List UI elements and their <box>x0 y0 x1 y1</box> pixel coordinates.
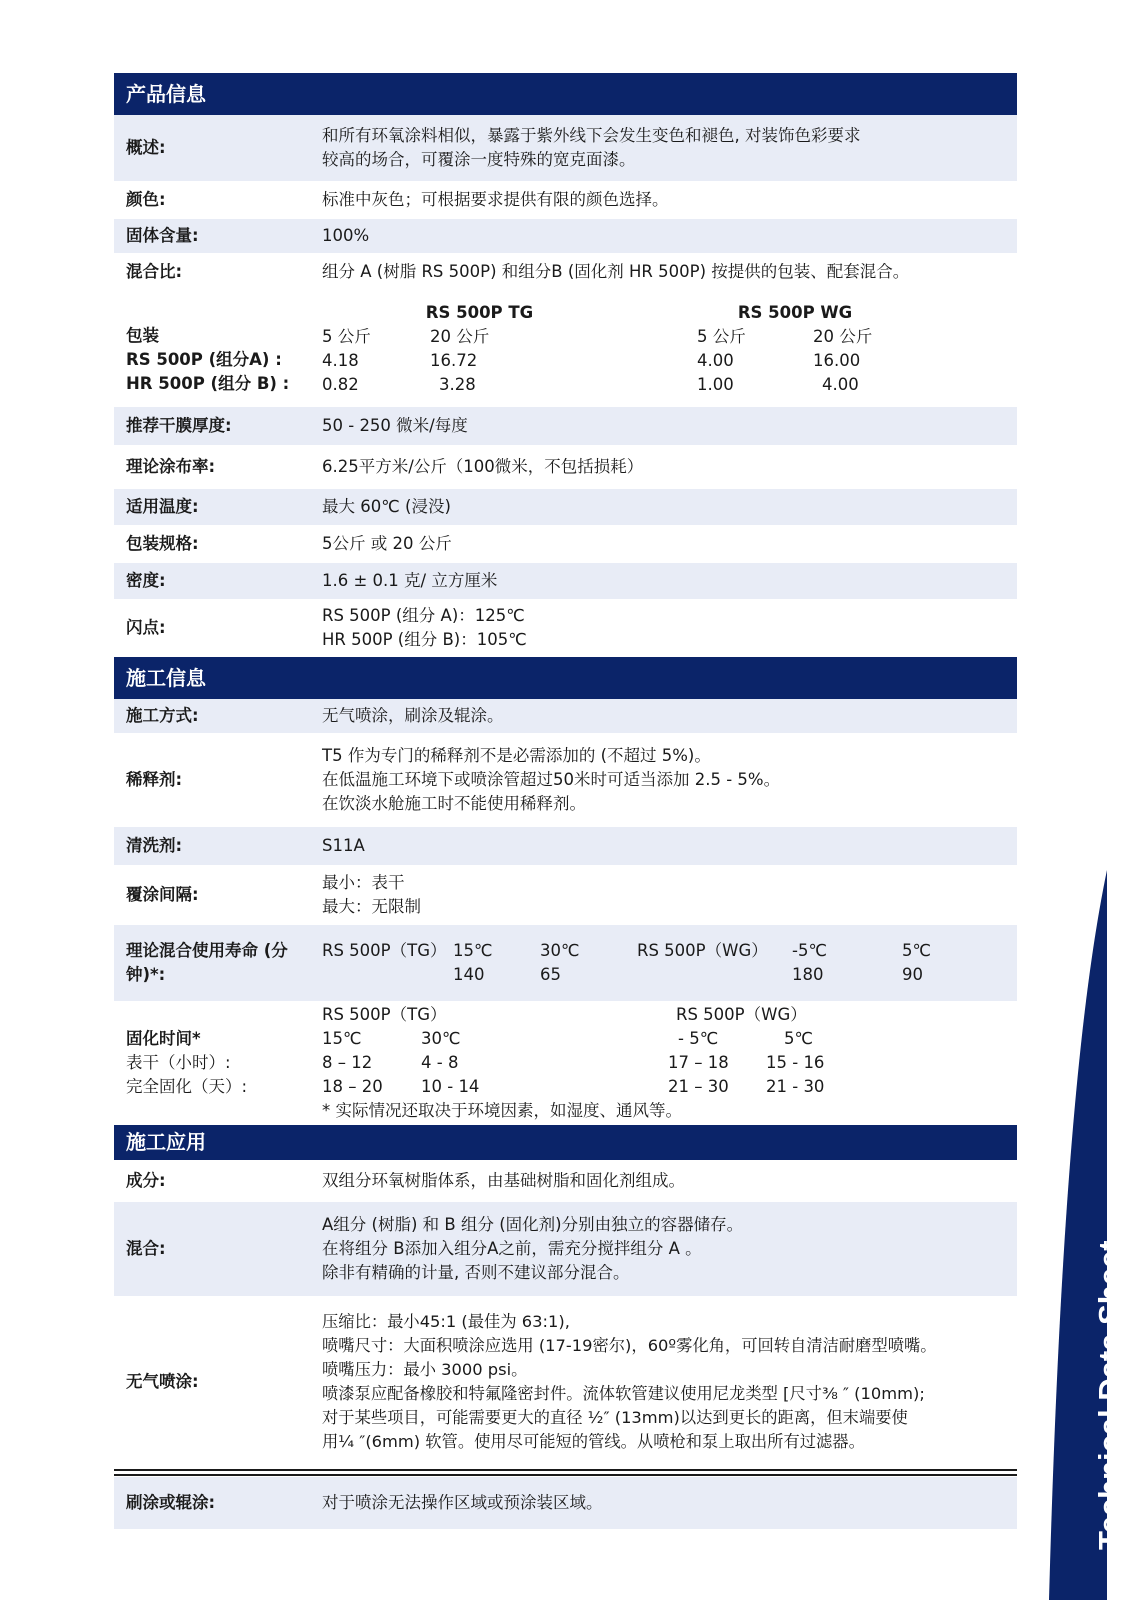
potlife-wg-name: RS 500P（WG） <box>637 941 768 960</box>
value-overview <box>322 124 1017 172</box>
cure-tg-temp: 15℃ <box>322 1029 362 1048</box>
row-pack-size <box>114 525 1017 563</box>
packaging-wg-title: RS 500P WG <box>737 303 853 322</box>
tg-size: 20 公斤 <box>430 327 490 346</box>
row-interval <box>114 865 1017 925</box>
row-method <box>114 699 1017 733</box>
value-mix-ratio: 组分 A (树脂 RS 500P) 和组分B (固化剂 HR 500P) 按提供的包装、配套混合。 <box>322 262 910 281</box>
packaging-label-b: HR 500P (组分 B) : <box>126 374 290 393</box>
row-packaging <box>114 291 1017 407</box>
overview-line: 较高的场合，可覆涂一度特殊的宽克面漆。 <box>322 150 636 169</box>
row-density <box>114 563 1017 599</box>
label-mix-ratio: 混合比: <box>126 262 183 281</box>
value-flash <box>322 604 1017 652</box>
value-density: 1.6 ± 0.1 克/ 立方厘米 <box>322 571 498 590</box>
value-airless <box>322 1310 1017 1454</box>
wg-b: 4.00 <box>822 375 859 394</box>
value-color: 标准中灰色；可根据要求提供有限的颜色选择。 <box>322 190 669 209</box>
row-dft <box>114 407 1017 445</box>
cure-note: * 实际情况还取决于环境因素，如湿度、通风等。 <box>322 1101 682 1120</box>
label-overview: 概述: <box>126 138 166 157</box>
label-coverage: 理论涂布率: <box>126 457 216 476</box>
cure-tg-temp: 30℃ <box>421 1029 461 1048</box>
wg-size: 20 公斤 <box>813 327 873 346</box>
label-mixing: 混合: <box>126 1239 166 1258</box>
cure-tg-touch: 8 – 12 <box>322 1053 373 1072</box>
value-brush: 对于喷涂无法操作区域或预涂装区域。 <box>322 1493 603 1512</box>
cure-wg-touch: 15 - 16 <box>766 1053 825 1072</box>
potlife-wg-val: 90 <box>902 965 923 984</box>
value-solids: 100% <box>322 226 370 245</box>
label-temp: 适用温度: <box>126 497 199 516</box>
value-pack-size: 5公斤 或 20 公斤 <box>322 534 452 553</box>
label-potlife: 理论混合使用寿命 (分钟)*: <box>126 941 288 984</box>
row-airless <box>114 1296 1017 1468</box>
tg-size: 5 公斤 <box>322 327 371 346</box>
row-thinner <box>114 733 1017 827</box>
cure-touch-label: 表干（小时）: <box>126 1053 231 1072</box>
label-packaging <box>114 302 322 396</box>
row-overview <box>114 115 1017 181</box>
label-interval: 覆涂间隔: <box>126 885 199 904</box>
potlife-tg-temp: 15℃ <box>453 941 493 960</box>
cure-wg-full: 21 – 30 <box>668 1077 729 1096</box>
row-potlife <box>114 925 1017 1001</box>
value-method: 无气喷涂，刷涂及辊涂。 <box>322 706 504 725</box>
potlife-wg-val: 180 <box>792 965 824 984</box>
potlife-wg-temp: 5℃ <box>902 941 932 960</box>
airless-line: 对于某些项目，可能需要更大的直径 ½″ (13mm)以达到更长的距离，但末端要使 <box>322 1408 908 1427</box>
section-header-use: 施工应用 <box>114 1125 1017 1160</box>
section-header-application: 施工信息 <box>114 657 1017 699</box>
label-density: 密度: <box>126 571 166 590</box>
mixing-line: 在将组分 B添加入组分A之前，需充分搅拌组分 A 。 <box>322 1239 702 1258</box>
mixing-line: A组分 (树脂) 和 B 组分 (固化剂)分别由独立的容器储存。 <box>322 1215 744 1234</box>
row-brush <box>114 1477 1017 1529</box>
thinner-line: 在饮淡水舱施工时不能使用稀释剂。 <box>322 794 586 813</box>
label-color: 颜色: <box>126 190 166 209</box>
potlife-tg-val: 65 <box>540 965 561 984</box>
double-rule-divider <box>114 1469 1017 1476</box>
wg-size: 5 公斤 <box>697 327 746 346</box>
airless-line: 压缩比：最小45:1 (最佳为 63:1), <box>322 1312 570 1331</box>
potlife-tg-val: 140 <box>453 965 485 984</box>
packaging-tg-title: RS 500P TG <box>425 303 534 322</box>
label-solids: 固体含量: <box>126 226 199 245</box>
row-flash <box>114 599 1017 657</box>
tg-a: 16.72 <box>430 351 478 370</box>
cure-tg-full: 10 - 14 <box>421 1077 480 1096</box>
cure-wg-full: 21 - 30 <box>766 1077 825 1096</box>
tg-a: 4.18 <box>322 351 359 370</box>
packaging-label: 包装 <box>126 326 159 345</box>
row-mix-ratio <box>114 253 1017 291</box>
tg-b: 0.82 <box>322 375 359 394</box>
value-coverage: 6.25平方米/公斤（100微米，不包括损耗） <box>322 457 644 476</box>
value-cure <box>322 1003 1017 1125</box>
row-solids <box>114 219 1017 253</box>
data-sheet <box>114 73 1017 1529</box>
airless-line: 喷嘴尺寸：大面积喷涂应选用 (17-19密尔)，60º雾化角，可回转自清洁耐磨型喷嘴。 <box>322 1336 937 1355</box>
label-dft: 推荐干膜厚度: <box>126 416 232 435</box>
value-thinner <box>322 744 1017 816</box>
cure-tg-full: 18 – 20 <box>322 1077 383 1096</box>
potlife-tg-temp: 30℃ <box>540 941 580 960</box>
cure-wg-touch: 17 – 18 <box>668 1053 729 1072</box>
tg-b: 3.28 <box>439 375 476 394</box>
label-thinner: 稀释剂: <box>126 770 183 789</box>
row-cleaner <box>114 827 1017 865</box>
interval-line: 最小：表干 <box>322 873 405 892</box>
value-potlife <box>322 939 1017 987</box>
wg-b: 1.00 <box>697 375 734 394</box>
label-cleaner: 清洗剂: <box>126 836 183 855</box>
row-mixing <box>114 1202 1017 1296</box>
value-interval <box>322 871 1017 919</box>
potlife-tg-name: RS 500P（TG） <box>322 941 447 960</box>
flash-line: RS 500P (组分 A)：125℃ <box>322 606 525 625</box>
thinner-line: T5 作为专门的稀释剂不是必需添加的 (不超过 5%)。 <box>322 746 711 765</box>
cure-wg-temp: 5℃ <box>784 1029 814 1048</box>
side-title: Technical Data Sheet <box>1092 1240 1127 1550</box>
cure-tg-touch: 4 - 8 <box>421 1053 459 1072</box>
overview-line: 和所有环氧涂料相似，暴露于紫外线下会发生变色和褪色, 对装饰色彩要求 <box>322 126 861 145</box>
value-temp: 最大 60℃ (浸没) <box>322 497 451 516</box>
cure-label: 固化时间* <box>126 1029 201 1048</box>
label-brush: 刷涂或辊涂: <box>126 1493 216 1512</box>
label-pack-size: 包装规格: <box>126 534 199 553</box>
airless-line: 喷嘴压力：最小 3000 psi。 <box>322 1360 528 1379</box>
value-cleaner: S11A <box>322 836 365 855</box>
row-coverage <box>114 445 1017 489</box>
airless-line: 喷漆泵应配备橡胶和特氟隆密封件。流体软管建议使用尼龙类型 [尺寸⅜ ″ (10mm); <box>322 1384 925 1403</box>
row-cure <box>114 1001 1017 1125</box>
row-composition <box>114 1160 1017 1202</box>
value-mixing <box>322 1213 1017 1285</box>
cure-wg-name: RS 500P（WG） <box>676 1005 807 1024</box>
row-temp <box>114 489 1017 525</box>
packaging-table <box>322 301 1017 397</box>
label-composition: 成分: <box>126 1171 166 1190</box>
label-method: 施工方式: <box>126 706 199 725</box>
cure-wg-temp: - 5℃ <box>678 1029 719 1048</box>
potlife-wg-temp: -5℃ <box>792 941 827 960</box>
value-composition: 双组分环氧树脂体系，由基础树脂和固化剂组成。 <box>322 1171 685 1190</box>
airless-line: 用¼ ″(6mm) 软管。使用尽可能短的管线。从喷枪和泵上取出所有过滤器。 <box>322 1432 865 1451</box>
row-color <box>114 181 1017 219</box>
mixing-line: 除非有精确的计量, 否则不建议部分混合。 <box>322 1263 630 1282</box>
wg-a: 4.00 <box>697 351 734 370</box>
section-header-product: 产品信息 <box>114 73 1017 115</box>
flash-line: HR 500P (组分 B)：105℃ <box>322 630 527 649</box>
packaging-label-a: RS 500P (组分A) : <box>126 350 282 369</box>
value-dft: 50 - 250 微米/每度 <box>322 416 468 435</box>
label-cure <box>114 1003 322 1125</box>
label-airless: 无气喷涂: <box>126 1372 199 1391</box>
thinner-line: 在低温施工环境下或喷涂管超过50米时可适当添加 2.5 - 5%。 <box>322 770 781 789</box>
interval-line: 最大：无限制 <box>322 897 421 916</box>
cure-full-label: 完全固化（天）: <box>126 1077 248 1096</box>
cure-tg-name: RS 500P（TG） <box>322 1005 447 1024</box>
wg-a: 16.00 <box>813 351 861 370</box>
label-flash: 闪点: <box>126 618 166 637</box>
